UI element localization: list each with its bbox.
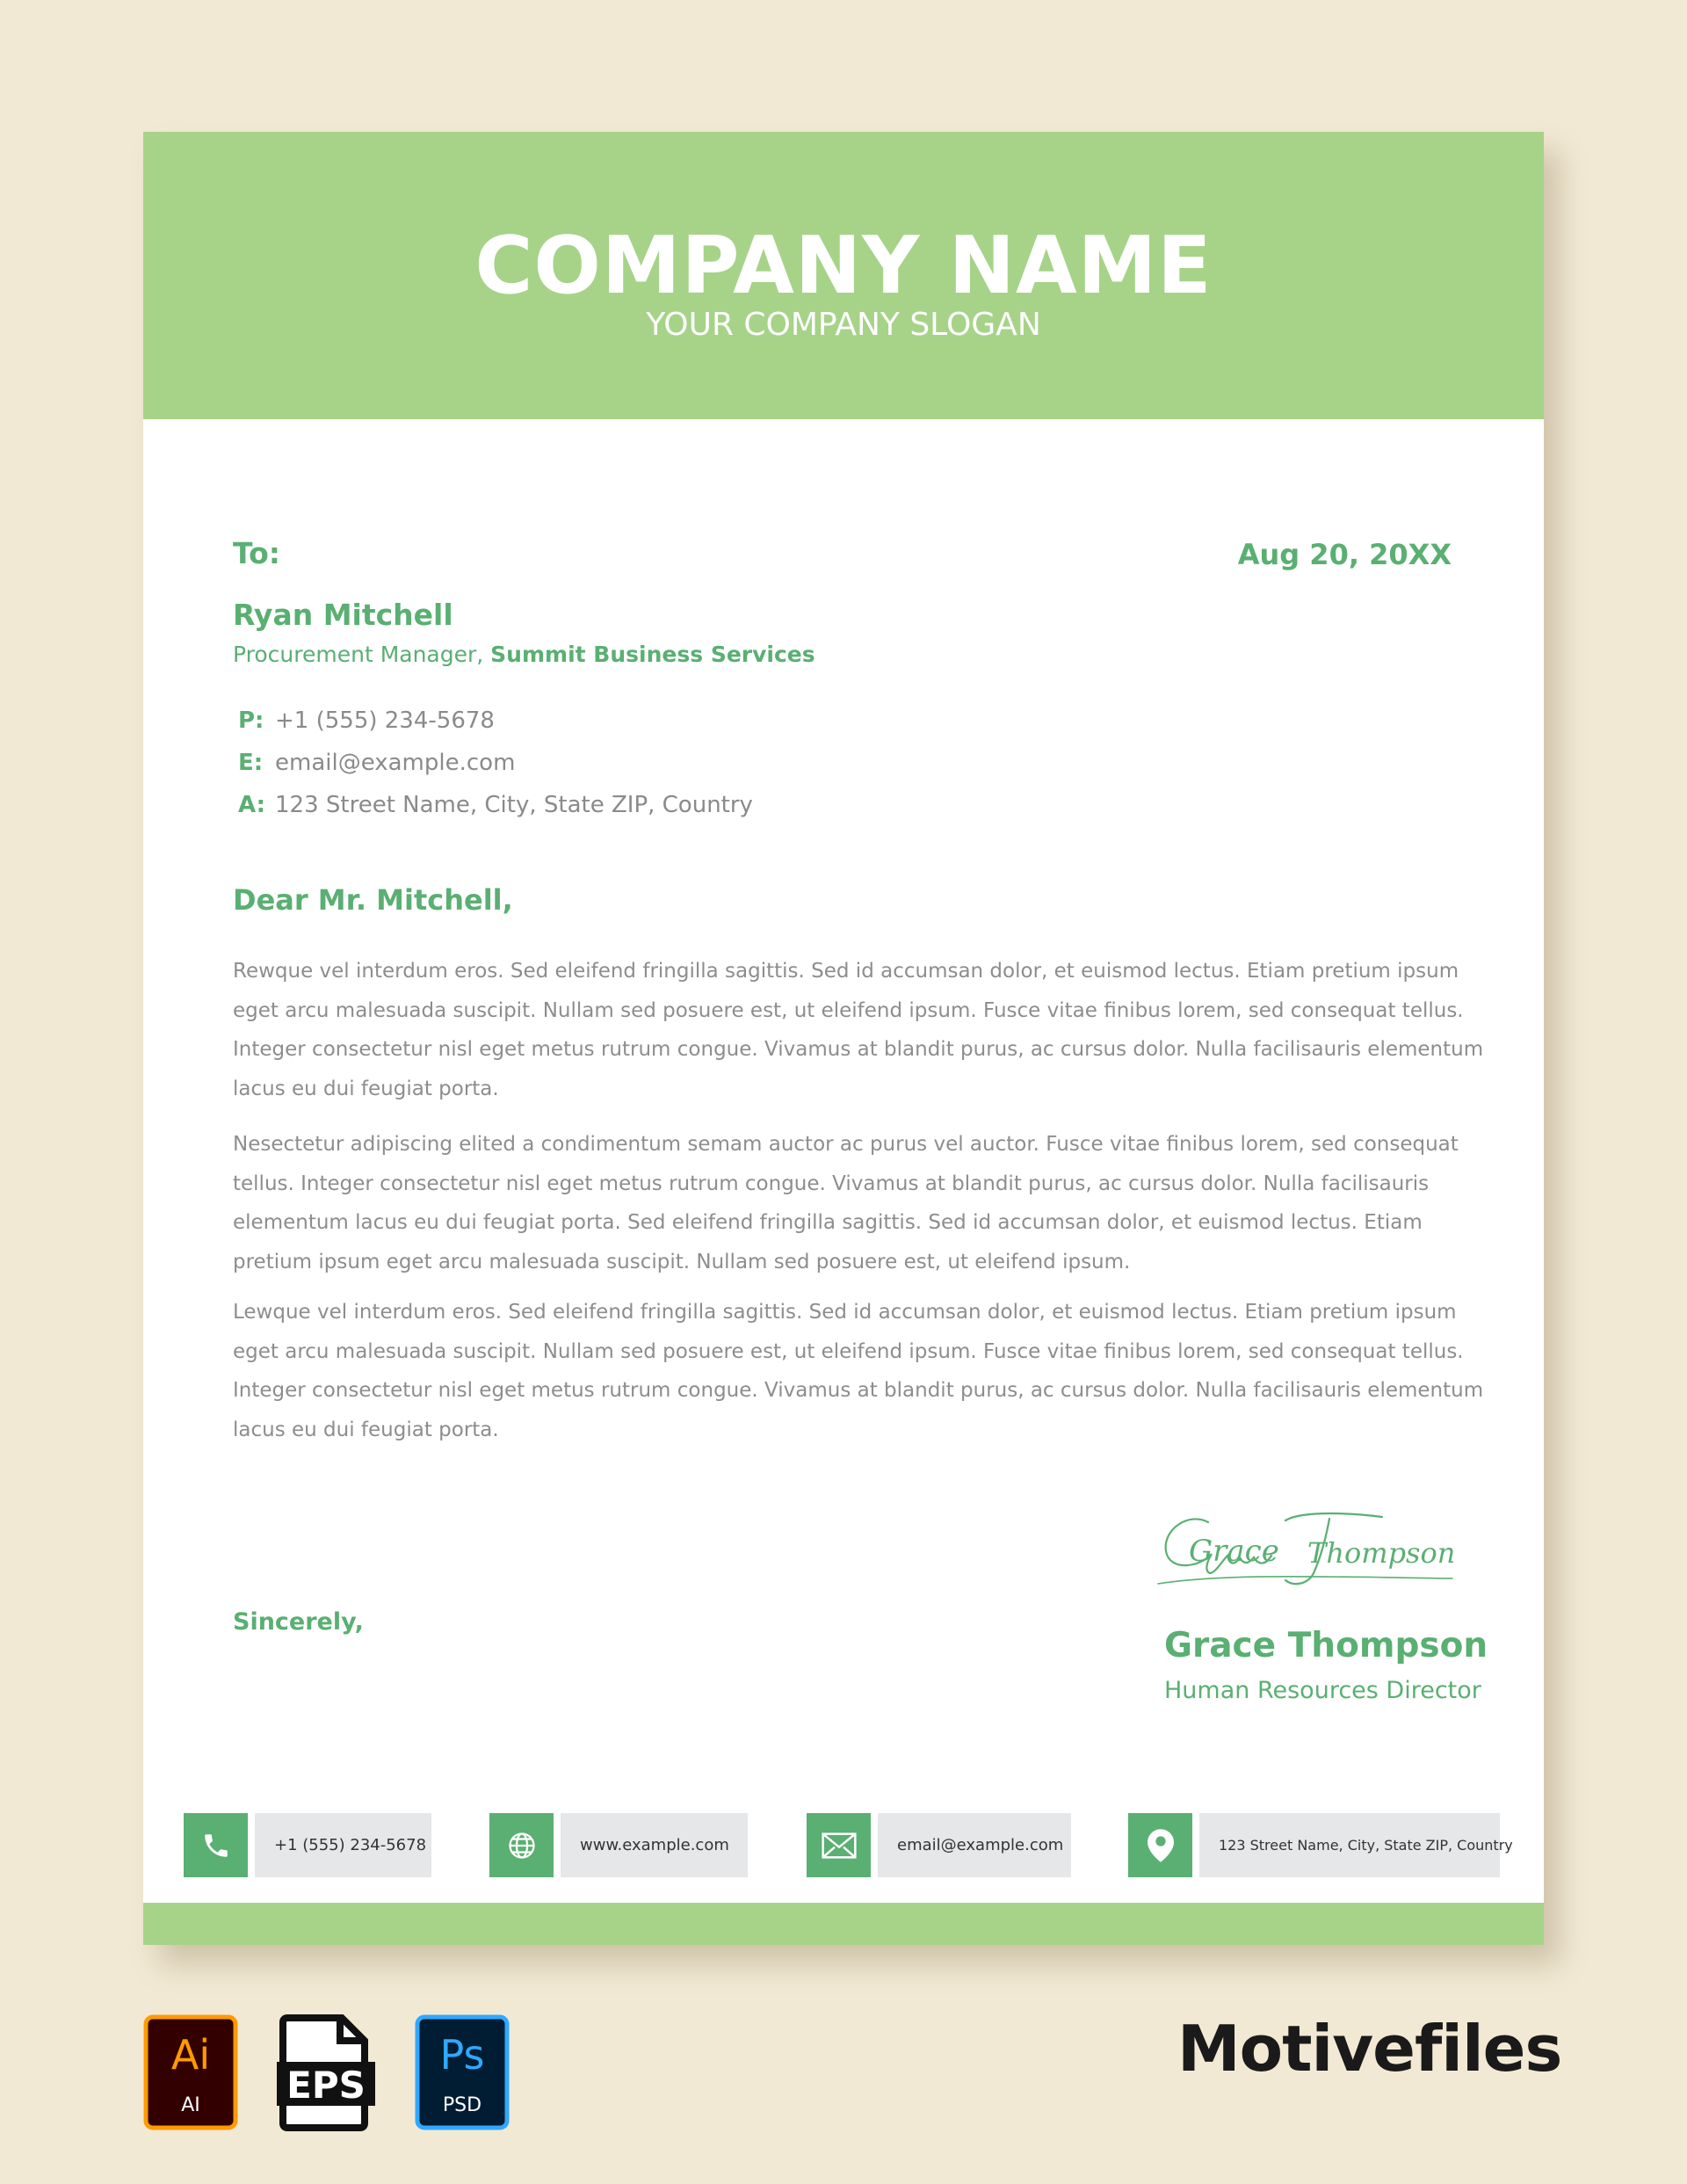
salutation: Dear Mr. Mitchell, xyxy=(233,883,513,917)
signer-title: Human Resources Director xyxy=(1164,1677,1481,1704)
footer-website xyxy=(489,1813,748,1877)
globe-icon xyxy=(489,1813,554,1877)
recipient-email xyxy=(238,750,515,776)
ai-format-badge xyxy=(143,2014,238,2134)
recipient-phone xyxy=(238,707,495,734)
ai-label: AI xyxy=(181,2094,200,2116)
psd-label: PSD xyxy=(442,2094,482,2116)
footer-bar xyxy=(143,1903,1544,1945)
body-paragraph-3: Lewque vel interdum eros. Sed eleifend fringilla sagittis. Sed id accumsan dolor, et euismod lectus. Etiam pretium ipsum eget arcu malesuada suscipit. Nullam sed posuere est, ut eleifend ipsum. Fusce vitae finibus lorem, sed consequat tellus. Integer consectetur nisl eget metus rutrum congue. Vivamus at blandit purus, ac cursus dolor. Nulla facilisauris elementum lacus eu dui feugiat porta. xyxy=(233,1301,1484,1441)
signer-name: Grace Thompson xyxy=(1164,1626,1488,1665)
recipient-role xyxy=(233,642,815,667)
letterhead-header xyxy=(143,132,1544,419)
phone-value: +1 (555) 234-5678 xyxy=(275,707,495,734)
psd-format-badge xyxy=(415,2014,510,2134)
brand-name: Motivefiles xyxy=(1177,2012,1562,2086)
email-value: email@example.com xyxy=(275,750,516,776)
ps-glyph: Ps xyxy=(439,2031,485,2079)
body-paragraph-2: Nesectetur adipiscing elited a condimentum semam auctor ac purus vel auctor. Fusce vitae finibus lorem, sed consequat tellus. Integer consectetur nisl eget metus rutrum congue. Vivamus at blandit purus, ac cursus dolor. Nulla facilisauris elementum lacus eu dui feugiat porta. Sed eleifend fringilla sagittis. Sed id accumsan dolor, et euismod lectus. Etiam pretium ipsum eget arcu malesuada suscipit. Nullam sed posuere est, ut eleifend ipsum. xyxy=(233,1133,1459,1273)
motivefiles-logo xyxy=(1177,2012,1562,2086)
recipient-company: Summit Business Services xyxy=(490,642,815,667)
recipient-name: Ryan Mitchell xyxy=(233,598,453,632)
envelope-icon xyxy=(807,1813,871,1877)
email-key: E: xyxy=(238,750,264,776)
phone-icon xyxy=(184,1813,248,1877)
address-value: 123 Street Name, City, State ZIP, Country xyxy=(275,792,753,818)
handwritten-signature xyxy=(1154,1503,1488,1608)
location-pin-icon xyxy=(1128,1813,1192,1877)
footer-phone xyxy=(184,1813,431,1877)
eps-label: EPS xyxy=(286,2064,366,2107)
closing: Sincerely, xyxy=(233,1608,364,1636)
recipient-address xyxy=(238,792,753,818)
svg-text:Grace: Grace xyxy=(1189,1534,1279,1569)
to-label: To: xyxy=(233,536,280,570)
letter-date: Aug 20, 20XX xyxy=(1237,538,1452,571)
footer-email xyxy=(807,1813,1071,1877)
eps-format-badge xyxy=(277,2013,375,2136)
body-paragraph-1: Rewque vel interdum eros. Sed eleifend fringilla sagittis. Sed id accumsan dolor, et euismod lectus. Etiam pretium ipsum eget arcu malesuada suscipit. Nullam sed posuere est, ut eleifend ipsum. Fusce vitae finibus lorem, sed consequat tellus. Integer consectetur nisl eget metus rutrum congue. Vivamus at blandit purus, ac cursus dolor. Nulla facilisauris elementum lacus eu dui feugiat porta. xyxy=(233,960,1484,1100)
footer-phone-text: +1 (555) 234-5678 xyxy=(255,1813,431,1877)
footer-address xyxy=(1128,1813,1513,1877)
recipient-job-title: Procurement Manager, xyxy=(233,642,484,667)
svg-text:Thompson: Thompson xyxy=(1307,1536,1456,1570)
company-slogan: YOUR COMPANY SLOGAN xyxy=(646,307,1041,343)
footer-email-text: email@example.com xyxy=(878,1813,1071,1877)
phone-key: P: xyxy=(238,707,264,734)
footer-website-text: www.example.com xyxy=(561,1813,748,1877)
footer-address-text: 123 Street Name, City, State ZIP, Country xyxy=(1199,1813,1500,1877)
ai-glyph: Ai xyxy=(170,2031,211,2079)
letterhead-sheet xyxy=(143,132,1544,1945)
address-key: A: xyxy=(238,792,266,818)
company-name: COMPANY NAME xyxy=(474,220,1213,312)
